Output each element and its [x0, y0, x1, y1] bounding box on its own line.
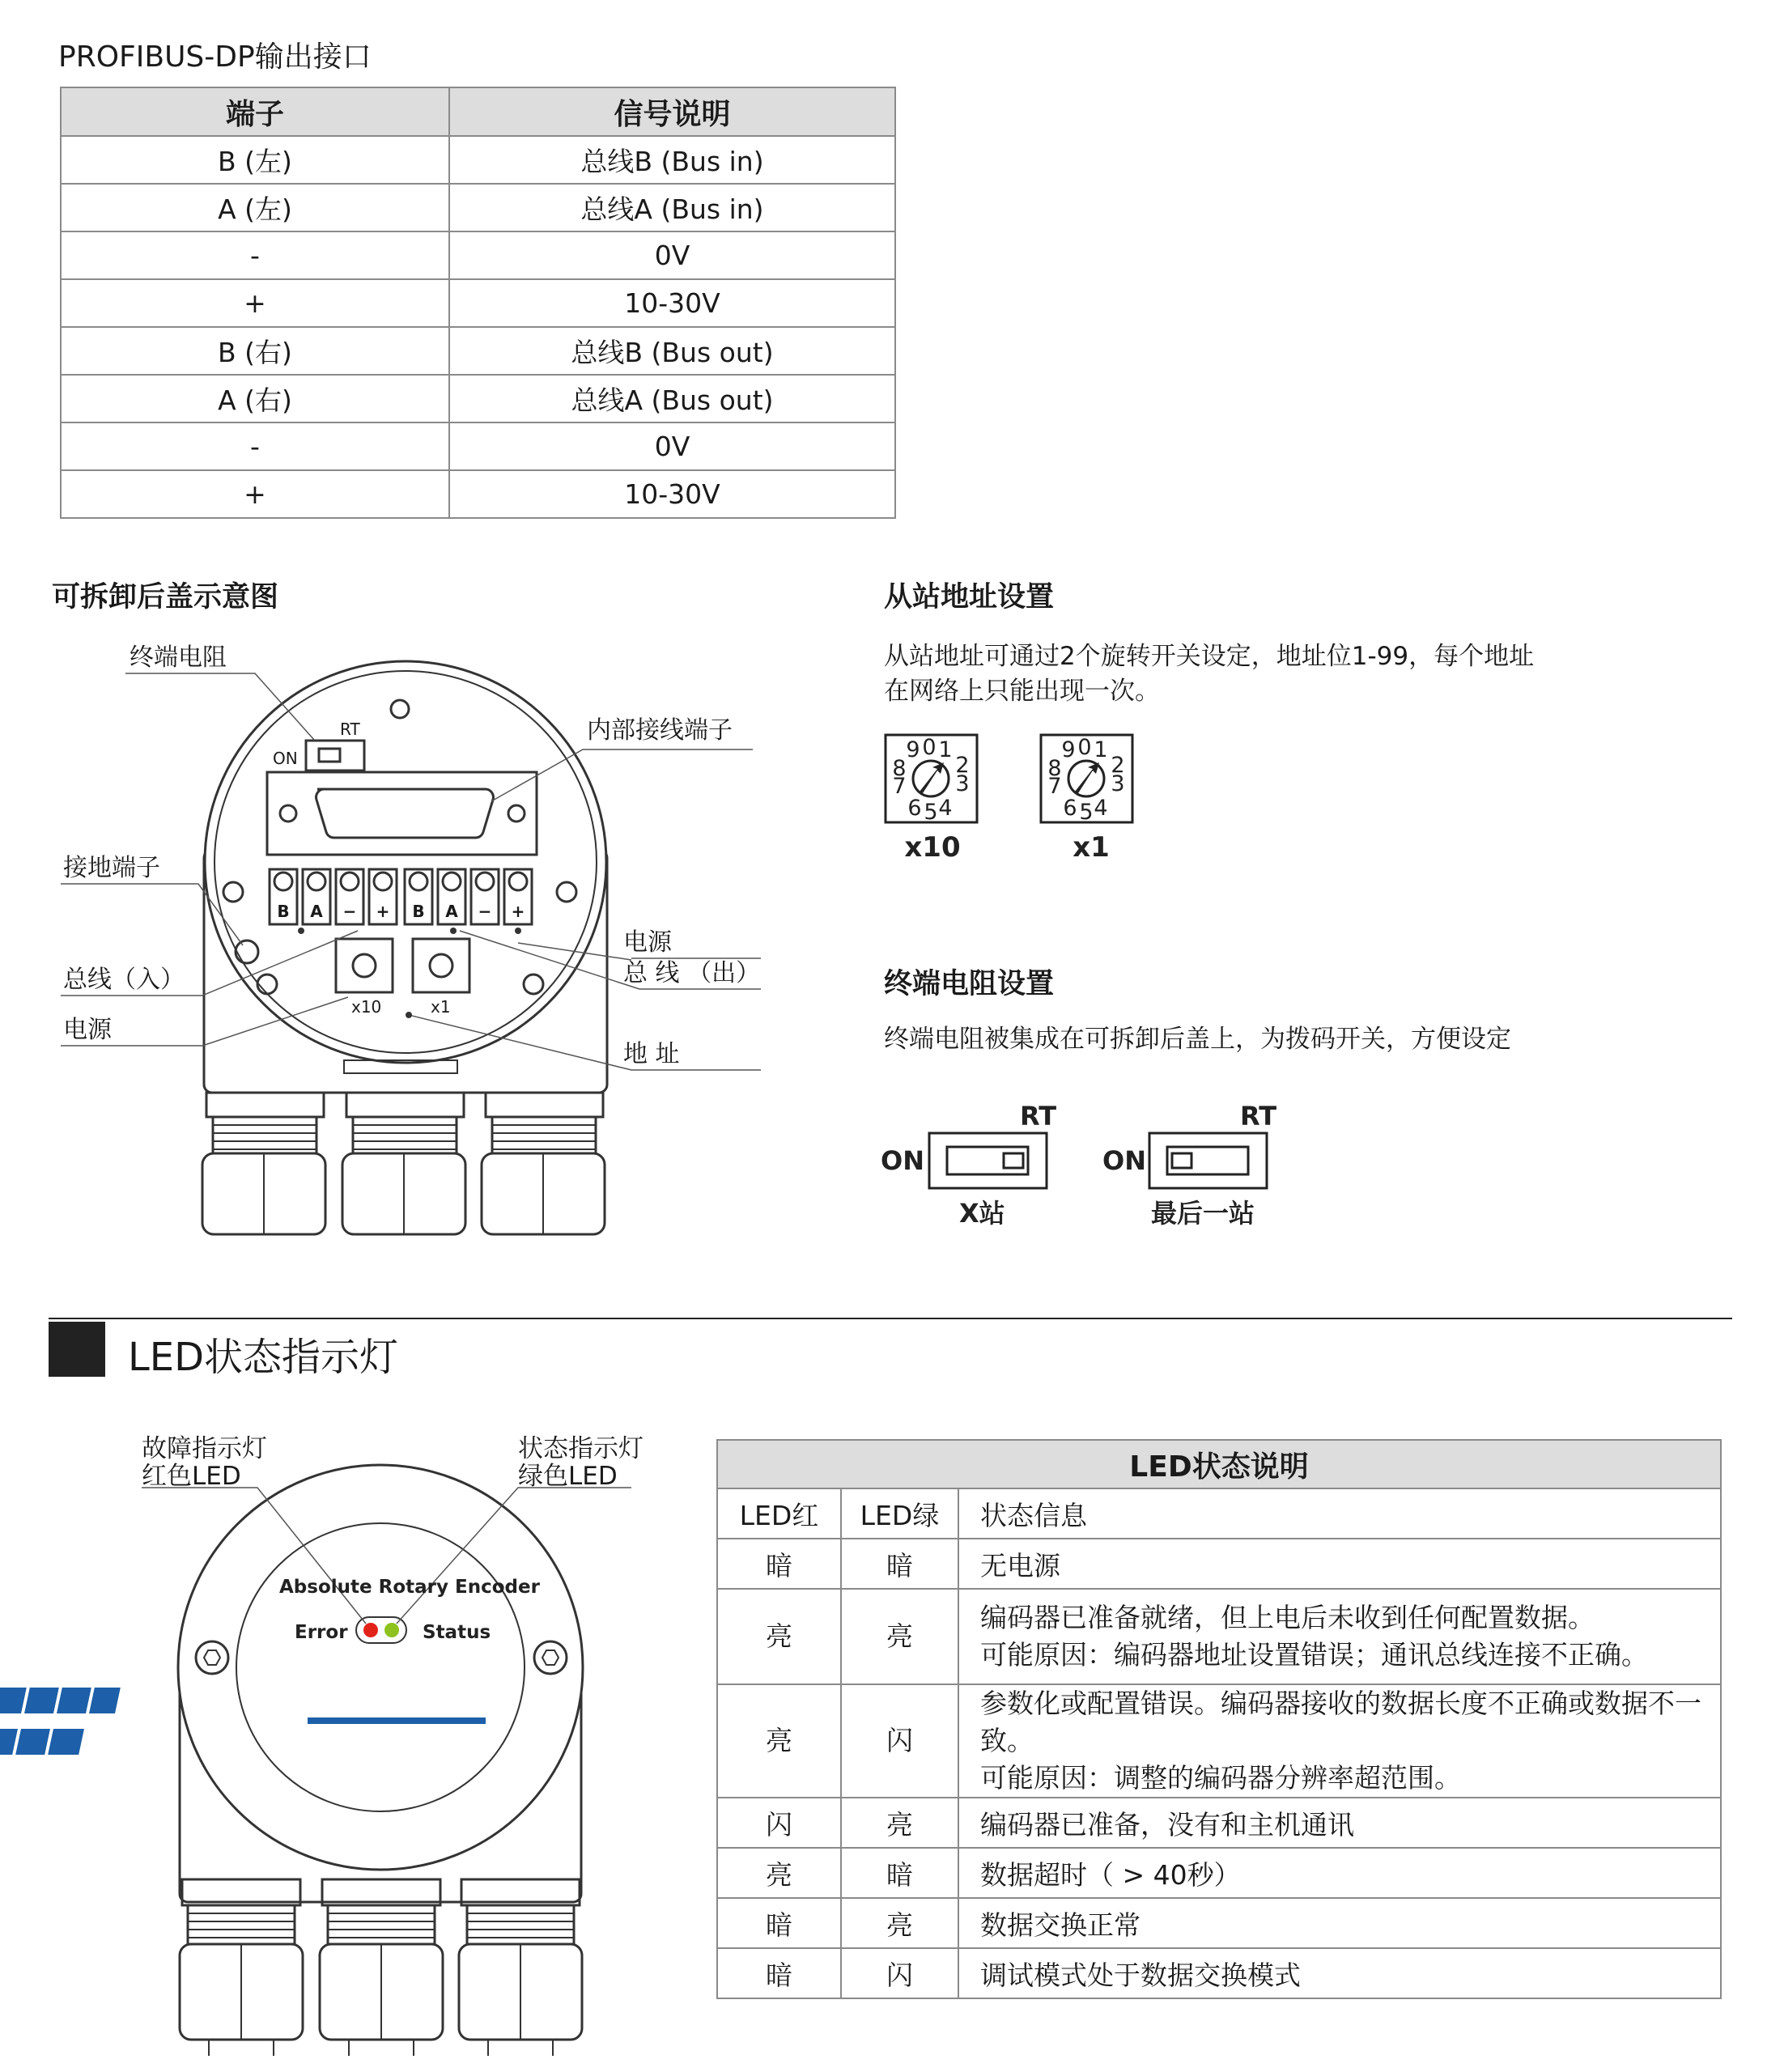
svg-text:3: 3: [955, 771, 970, 796]
svg-text:0: 0: [922, 735, 937, 760]
green-cell: 暗: [841, 1539, 958, 1589]
fault-led-label: 故障指示灯: [142, 1434, 267, 1463]
section-marker: [49, 1322, 105, 1377]
info-cell: 数据超时（ > 40秒）: [958, 1848, 1721, 1898]
signal-cell: 总线B (Bus out): [449, 327, 895, 375]
svg-text:O: O: [378, 1688, 397, 1715]
svg-text:P: P: [314, 1688, 332, 1715]
svg-text:8: 8: [892, 756, 907, 781]
svg-text:8: 8: [1047, 756, 1062, 781]
red-cell: 闪: [717, 1798, 841, 1848]
led-table-title: LED状态说明: [717, 1440, 1721, 1488]
info-line-2: 可能原因：调整的编码器分辨率超范围。: [980, 1762, 1461, 1794]
status-led-icon: [384, 1623, 399, 1637]
status-label: Status: [423, 1622, 491, 1643]
info-line-1: 参数化或配置错误。编码器接收的数据长度不正确或数据不一致。: [980, 1688, 1701, 1756]
svg-text:5: 5: [1079, 800, 1094, 825]
red-cell: 暗: [717, 1539, 841, 1589]
table-row: [61, 375, 895, 422]
info-cell: 编码器已准备，没有和主机通讯: [958, 1798, 1721, 1848]
terminal-label: B: [412, 902, 425, 921]
termination-desc: 终端电阻被集成在可拆卸后盖上，为拨码开关，方便设定: [884, 1025, 1511, 1054]
header-terminal: 端子: [61, 87, 449, 136]
error-led-icon: [363, 1623, 378, 1637]
info-line-2: 可能原因：编码器地址设置错误；通讯总线连接不正确。: [980, 1639, 1648, 1671]
table-row: [717, 1684, 1721, 1798]
rt-label: RT: [340, 720, 360, 739]
table-row: [61, 279, 895, 327]
table-row: [61, 136, 895, 184]
status-led-color-label: 绿色LED: [518, 1462, 618, 1491]
address-title: 从站地址设置: [884, 581, 1055, 614]
svg-text:2: 2: [955, 753, 970, 778]
rt-label: RT: [1020, 1101, 1057, 1132]
terminal-label: +: [511, 902, 525, 921]
svg-text:6: 6: [907, 796, 922, 821]
status-led-label: 状态指示灯: [518, 1434, 644, 1463]
header-signal: 信号说明: [449, 87, 895, 136]
info-cell: [958, 1684, 1721, 1798]
encoder-front-diagram: [0, 1424, 712, 2072]
on-label: ON: [881, 1145, 924, 1176]
table-row: [61, 184, 895, 231]
svg-text:0: 0: [1077, 735, 1092, 760]
green-cell: 亮: [841, 1898, 958, 1948]
bus-in-label: 总线（入）: [63, 966, 185, 994]
svg-text:U: U: [355, 1730, 374, 1756]
error-label: Error: [295, 1622, 348, 1643]
table-row: [717, 1848, 1721, 1898]
signal-cell: 0V: [449, 231, 895, 279]
signal-cell: 0V: [449, 422, 895, 470]
address-label: 地 址: [623, 1040, 680, 1068]
terminal-label: A: [445, 902, 458, 921]
terminal-label: +: [376, 902, 390, 921]
signal-cell: 总线B (Bus in): [449, 136, 895, 184]
terminal-cell: -: [61, 422, 449, 470]
table-row: [717, 1539, 1721, 1589]
profibus-table: [60, 87, 896, 519]
table-row: [61, 231, 895, 279]
svg-text:5: 5: [924, 800, 938, 825]
terminal-label: B: [277, 902, 290, 921]
svg-text:1: 1: [1094, 737, 1108, 762]
rotary-switch-diagram: [874, 728, 1157, 874]
table-row: [61, 327, 895, 375]
terminal-cell: A (右): [61, 375, 449, 422]
header-led-green: LED绿: [841, 1488, 958, 1539]
svg-text:S: S: [388, 1730, 406, 1756]
terminal-label: −: [342, 902, 357, 921]
svg-text:I: I: [444, 1688, 454, 1715]
red-cell: 亮: [717, 1848, 841, 1898]
table-row: [61, 422, 895, 470]
svg-text:9: 9: [1061, 737, 1076, 762]
green-cell: 闪: [841, 1948, 958, 1998]
led-section-title: LED状态指示灯: [128, 1335, 399, 1380]
green-cell: 亮: [841, 1589, 958, 1684]
green-cell: 亮: [841, 1798, 958, 1848]
svg-text:4: 4: [938, 796, 953, 821]
on-label: ON: [273, 749, 298, 768]
svg-text:2: 2: [1111, 753, 1125, 778]
green-cell: 暗: [841, 1848, 958, 1898]
rt-label: RT: [1240, 1101, 1277, 1132]
table-row: [717, 1798, 1721, 1848]
table-header-row: [61, 87, 895, 136]
terminal-cell: -: [61, 231, 449, 279]
bus-out-label: 总 线 （出）: [623, 959, 761, 987]
ground-terminal-label: 接地端子: [63, 854, 160, 882]
x10-switch-label: x10: [904, 831, 961, 864]
svg-text:6: 6: [1063, 796, 1077, 821]
header-status-info: 状态信息: [958, 1488, 1721, 1539]
red-cell: 暗: [717, 1898, 841, 1948]
signal-cell: 10-30V: [449, 470, 895, 518]
header-led-red: LED红: [717, 1488, 841, 1539]
termination-title: 终端电阻设置: [884, 968, 1055, 1000]
section-divider: [49, 1318, 1732, 1319]
svg-text:9: 9: [906, 737, 920, 762]
address-desc-line2: 在网络上只能出现一次。: [884, 677, 1160, 706]
info-cell: 数据交换正常: [958, 1898, 1721, 1948]
x10-label: x10: [351, 997, 382, 1017]
svg-text:3: 3: [1111, 771, 1125, 796]
svg-text:R: R: [346, 1688, 364, 1715]
x1-label: x1: [431, 997, 451, 1017]
fault-led-color-label: 红色LED: [142, 1462, 241, 1491]
terminal-label: −: [478, 902, 492, 921]
cover-title: 可拆卸后盖示意图: [52, 581, 279, 614]
last-station-label: 最后一站: [1151, 1198, 1255, 1229]
svg-text:7: 7: [1047, 774, 1062, 799]
svg-text:F: F: [412, 1688, 428, 1715]
table-row: [717, 1948, 1721, 1998]
svg-text:4: 4: [1094, 796, 1108, 821]
address-desc-line1: 从站地址可通过2个旋转开关设定，地址位1-99，每个地址: [884, 642, 1535, 671]
red-cell: 亮: [717, 1589, 841, 1684]
signal-cell: 总线A (Bus out): [449, 375, 895, 422]
red-cell: 暗: [717, 1948, 841, 1998]
table-header-row: [717, 1488, 1721, 1539]
led-status-table: [716, 1439, 1722, 1999]
cover-diagram: [0, 615, 858, 1263]
table-row: [717, 1898, 1721, 1948]
terminal-cell: A (左): [61, 184, 449, 231]
dip-switch-diagram: [874, 1097, 1295, 1238]
terminal-cell: B (右): [61, 327, 449, 375]
table-row: [61, 470, 895, 518]
internal-terminal-label: 内部接线端子: [587, 716, 733, 745]
table-title-row: [717, 1440, 1721, 1488]
info-cell: [958, 1589, 1721, 1684]
signal-cell: 10-30V: [449, 279, 895, 327]
terminal-label: A: [310, 902, 323, 921]
info-cell: 无电源: [958, 1539, 1721, 1589]
svg-text:B: B: [323, 1730, 341, 1756]
svg-text:1: 1: [938, 737, 953, 762]
red-cell: 亮: [717, 1684, 841, 1798]
profibus-title: PROFIBUS-DP输出接口: [58, 40, 372, 74]
term-res-label: 终端电阻: [130, 643, 227, 672]
green-cell: 闪: [841, 1684, 958, 1798]
on-label: ON: [1102, 1145, 1146, 1176]
terminal-cell: +: [61, 470, 449, 518]
x-station-label: X站: [959, 1198, 1005, 1229]
x1-switch-label: x1: [1073, 831, 1110, 864]
table-row: [717, 1589, 1721, 1684]
svg-text:7: 7: [892, 774, 907, 799]
info-cell: 调试模式处于数据交换模式: [958, 1948, 1721, 1998]
device-label: Absolute Rotary Encoder: [279, 1577, 540, 1598]
terminal-cell: B (左): [61, 136, 449, 184]
terminal-cell: +: [61, 279, 449, 327]
power-left-label: 电源: [63, 1016, 112, 1044]
signal-cell: 总线A (Bus in): [449, 184, 895, 231]
info-line-1: 编码器已准备就绪，但上电后未收到任何配置数据。: [980, 1602, 1595, 1633]
power-right-label: 电源: [623, 928, 672, 957]
